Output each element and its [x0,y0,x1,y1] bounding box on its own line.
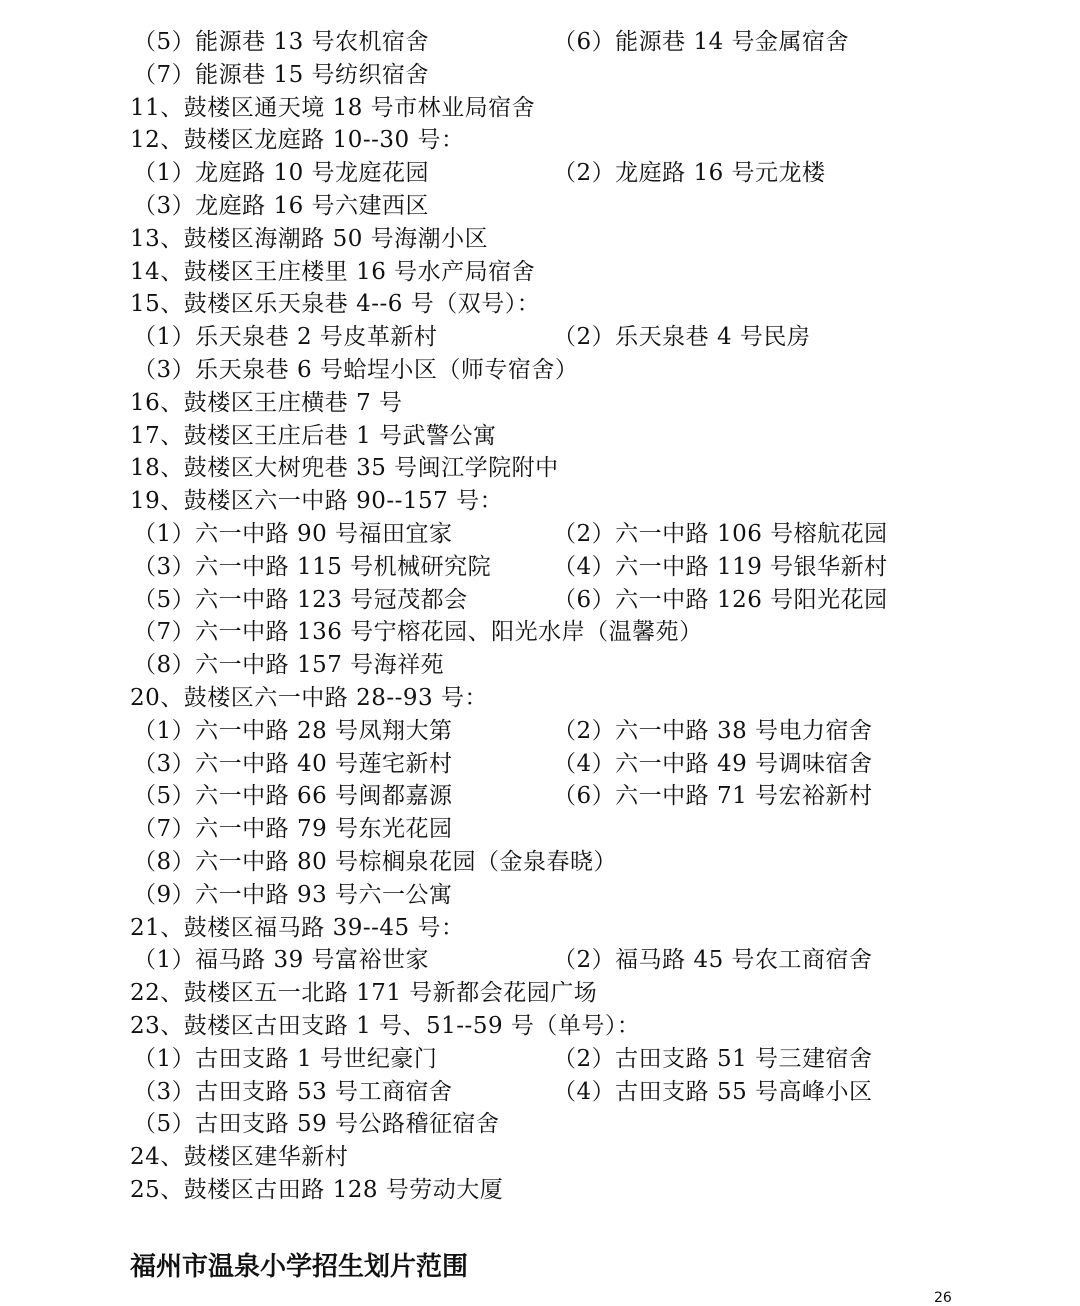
list-item-text: （1）龙庭路 10 号龙庭花园 [133,160,430,187]
list-item-text: 17、鼓楼区王庄后巷 1 号武警公寓 [130,422,497,449]
list-item-text: 25、鼓楼区古田路 128 号劳动大厦 [130,1177,504,1203]
list-item-text: （1）六一中路 90 号福田宜家 [133,521,453,547]
list-item [130,1174,503,1207]
list-item-text: （4）六一中路 119 号银华新村 [553,553,888,580]
list-item-text: （4）六一中路 49 号调味宿舍 [553,750,873,777]
list-item [130,977,597,1010]
sub-list-item [133,1076,873,1109]
list-item-text: （5）古田支路 59 号公路稽征宿舍 [133,1111,500,1138]
list-item-text: 12、鼓楼区龙庭路 10--30 号： [130,127,465,154]
sub-list-item [133,1043,873,1076]
sub-list-item [133,551,888,584]
sub-list-item [133,944,873,977]
sub-list-item [133,616,703,649]
sub-list-item [133,813,453,846]
list-item-text: （3）乐天泉巷 6 号蛤埕小区（师专宿舍） [133,357,579,383]
list-item-text: 18、鼓楼区大树兜巷 35 号闽江学院附中 [130,455,559,482]
page-number: 26 [934,1290,952,1306]
list-item-text: （9）六一中路 93 号六一公寓 [133,881,453,908]
list-item-text: 19、鼓楼区六一中路 90--157 号： [130,488,504,515]
list-item-text: （5）六一中路 66 号闽都嘉源 [133,783,453,810]
list-item-text: （7）能源巷 15 号纺织宿舍 [133,61,430,88]
list-item-text: 16、鼓楼区王庄横巷 7 号 [130,389,403,416]
sub-list-item [133,780,873,813]
list-item [130,1010,640,1043]
list-item-text: （1）古田支路 1 号世纪豪门 [133,1045,438,1072]
sub-list-item [133,715,873,748]
list-item [130,92,535,125]
list-item [130,223,488,256]
list-item-text: （1）福马路 39 号富裕世家 [133,947,430,974]
sub-list-item [133,846,617,879]
list-item [130,452,559,485]
list-item-text: （2）龙庭路 16 号元龙楼 [553,160,826,187]
list-item-text: 22、鼓楼区五一北路 171 号新都会花园广场 [130,980,598,1007]
list-item-text: （1）乐天泉巷 2 号皮革新村 [133,324,438,351]
list-item-text: （3）六一中路 115 号机械研究院 [133,553,492,580]
list-item-text: 23、鼓楼区古田支路 1 号、51--59 号（单号）： [130,1013,641,1039]
list-item [130,387,403,420]
list-item [130,256,535,289]
list-item-text: （3）龙庭路 16 号六建西区 [133,193,430,219]
list-item-text: （6）六一中路 71 号宏裕新村 [553,783,873,810]
sub-list-item [133,1108,500,1141]
list-item-text: （7）六一中路 136 号宁榕花园、阳光水岸（温馨苑） [133,619,703,646]
list-item-text: （2）乐天泉巷 4 号民房 [553,324,811,351]
list-item-text: （2）古田支路 51 号三建宿舍 [553,1045,873,1072]
list-item [130,1141,348,1174]
sub-list-item [133,321,810,354]
list-item-text: 13、鼓楼区海潮路 50 号海潮小区 [130,225,489,252]
sub-list-item [133,649,444,682]
list-item-text: （2）六一中路 38 号电力宿舍 [553,717,873,744]
list-item-text: （8）六一中路 157 号海祥苑 [133,652,445,679]
list-item-text: （1）六一中路 28 号凤翔大第 [133,717,453,744]
list-item-text: （5）能源巷 13 号农机宿舍 [133,29,430,55]
list-item-text: （8）六一中路 80 号棕榈泉花园（金泉春晓） [133,849,618,875]
list-item [130,912,464,945]
sub-list-item [133,584,888,617]
list-item-text: （2）福马路 45 号农工商宿舍 [553,947,873,974]
list-item-text: 14、鼓楼区王庄楼里 16 号水产局宿舍 [130,258,536,285]
sub-list-item [133,190,429,223]
list-item-text: 15、鼓楼区乐天泉巷 4--6 号（双号）： [130,291,541,318]
list-item-text: （6）能源巷 14 号金属宿舍 [553,29,850,55]
list-item [130,682,488,715]
list-item-text: 11、鼓楼区通天境 18 号市林业局宿舍 [130,94,536,121]
sub-list-item [133,59,429,92]
list-item-text: （4）古田支路 55 号高峰小区 [553,1078,873,1105]
list-item-text: （2）六一中路 106 号榕航花园 [553,521,888,547]
list-item-text: （7）六一中路 79 号东光花园 [133,816,453,843]
list-item-text: 21、鼓楼区福马路 39--45 号： [130,914,465,941]
sub-list-item [133,748,873,781]
list-item [130,288,540,321]
list-item [130,420,497,453]
sub-list-item [133,157,826,190]
sub-list-item [133,518,888,551]
sub-list-item [133,26,849,59]
list-item-text: 20、鼓楼区六一中路 28--93 号： [130,685,488,711]
list-item [130,124,464,157]
sub-list-item [133,354,578,387]
list-item-text: （6）六一中路 126 号阳光花园 [553,586,888,613]
list-item-text: 24、鼓楼区建华新村 [130,1144,349,1171]
sub-list-item [133,879,453,912]
list-item-text: （3）古田支路 53 号工商宿舍 [133,1078,453,1105]
list-item [130,485,503,518]
section-heading: 福州市温泉小学招生划片范围 [130,1252,469,1282]
list-item-text: （5）六一中路 123 号冠茂都会 [133,586,468,613]
list-item-text: （3）六一中路 40 号莲宅新村 [133,750,453,777]
